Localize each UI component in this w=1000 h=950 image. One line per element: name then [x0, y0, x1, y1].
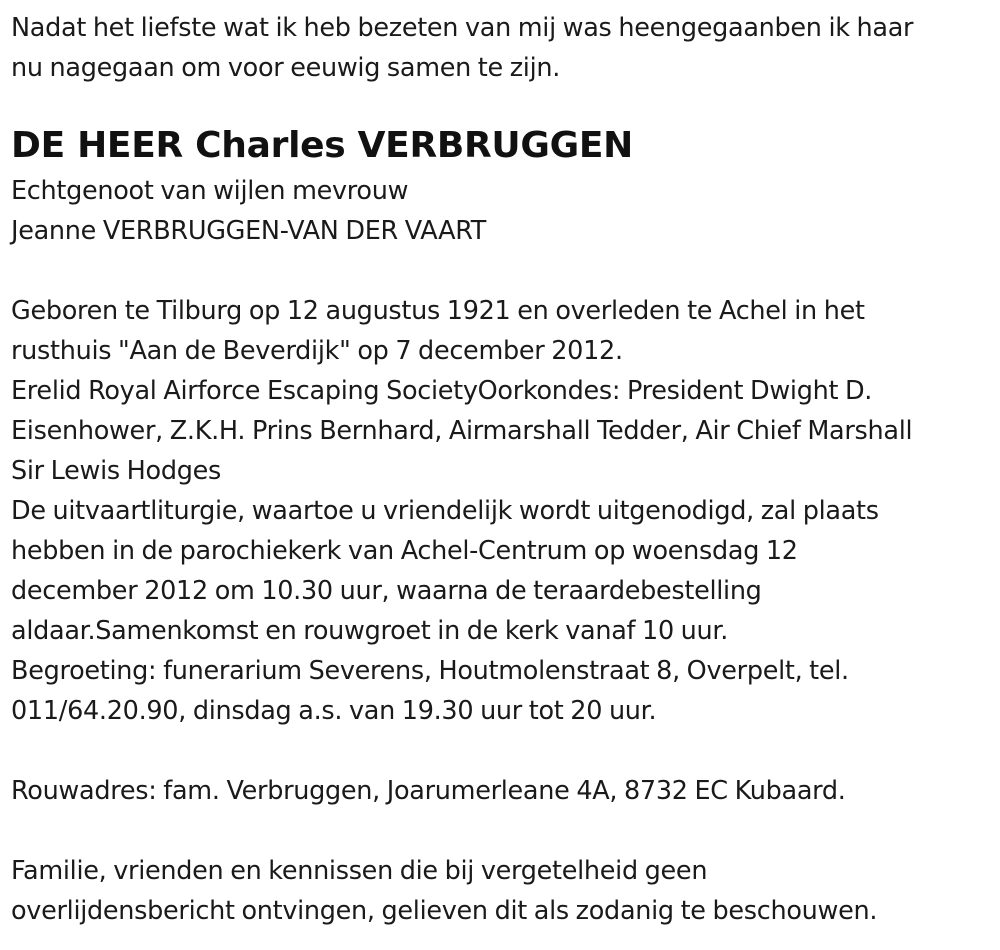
deceased-name-title: DE HEER Charles VERBRUGGEN — [11, 125, 633, 166]
spouse-line: Echtgenoot van wijlen mevrouw — [11, 176, 409, 206]
spouse-info — [11, 171, 991, 251]
details-text — [11, 291, 991, 731]
closing-line: overlijdensbericht ontvingen, gelieven dit als zodanig te beschouwen. — [11, 896, 878, 926]
intro-line: nu nagegaan om voor eeuwig samen te zijn. — [11, 53, 561, 83]
death-notice — [11, 8, 991, 931]
details-line: 011/64.20.90, dinsdag a.s. van 19.30 uur tot 20 uur. — [11, 696, 657, 726]
details-line: Sir Lewis Hodges — [11, 456, 221, 486]
details-line: aldaar.Samenkomst en rouwgroet in de kerk vanaf 10 uur. — [11, 616, 729, 646]
closing-text — [11, 851, 991, 931]
closing-line: Familie, vrienden en kennissen die bij vergetelheid geen — [11, 856, 708, 886]
details-line: Eisenhower, Z.K.H. Prins Bernhard, Airmarshall Tedder, Air Chief Marshall — [11, 416, 913, 446]
spacer — [11, 731, 991, 771]
spacer — [11, 251, 991, 291]
intro-text — [11, 8, 991, 88]
details-line: De uitvaartliturgie, waartoe u vriendelijk wordt uitgenodigd, zal plaats — [11, 496, 879, 526]
details-line: Geboren te Tilburg op 12 augustus 1921 en overleden te Achel in het — [11, 296, 865, 326]
spouse-line: Jeanne VERBRUGGEN-VAN DER VAART — [11, 216, 487, 246]
details-line: hebben in de parochiekerk van Achel-Centrum op woensdag 12 — [11, 536, 798, 566]
spacer — [11, 811, 991, 851]
details-line: Begroeting: funerarium Severens, Houtmolenstraat 8, Overpelt, tel. — [11, 656, 849, 686]
details-line: rusthuis "Aan de Beverdijk" op 7 december 2012. — [11, 336, 623, 366]
details-line: Erelid Royal Airforce Escaping SocietyOorkondes: President Dwight D. — [11, 376, 873, 406]
intro-line: Nadat het liefste wat ik heb bezeten van mij was heengegaanben ik haar — [11, 13, 914, 43]
mourning-address: Rouwadres: fam. Verbruggen, Joarumerleane 4A, 8732 EC Kubaard. — [11, 776, 846, 806]
details-line: december 2012 om 10.30 uur, waarna de teraardebestelling — [11, 576, 762, 606]
